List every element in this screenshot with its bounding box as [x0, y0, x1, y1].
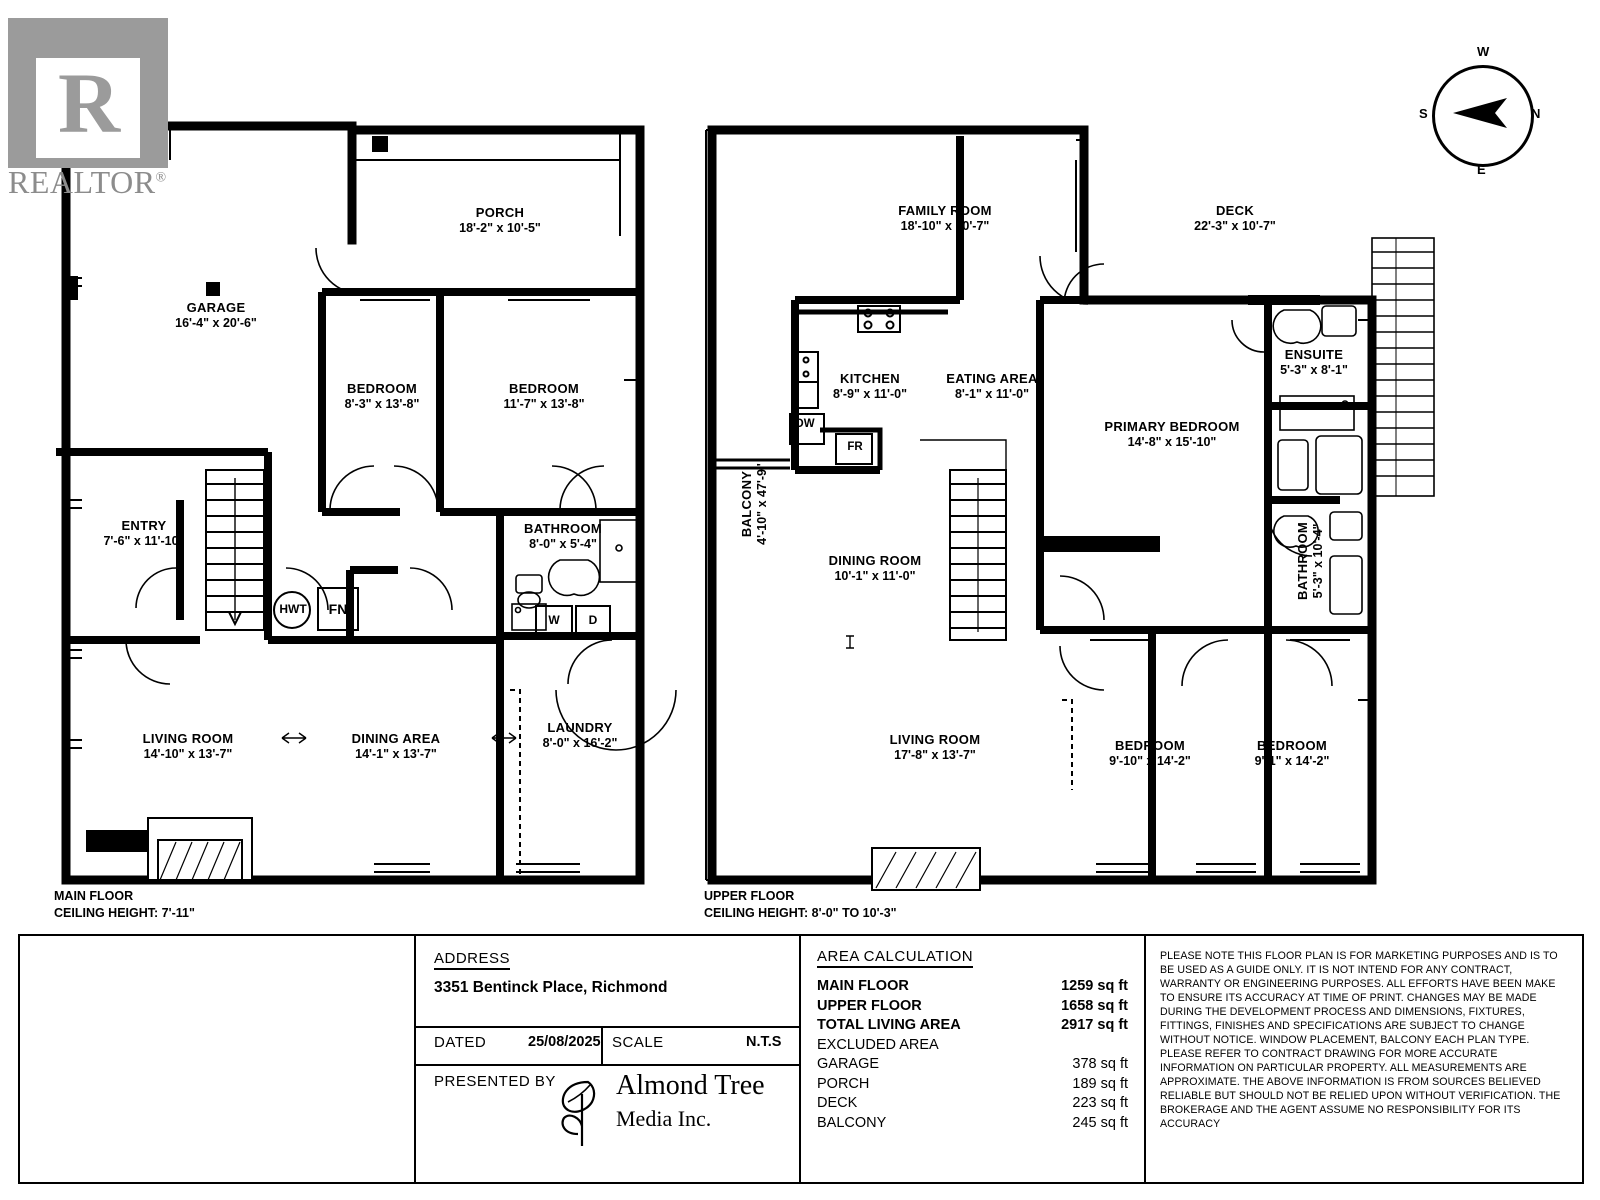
room-label-dining-room: DINING ROOM 10'-1" x 11'-0": [828, 553, 922, 584]
room-label-living-room-main: LIVING ROOM 14'-10" x 13'-7": [142, 731, 234, 762]
brand-name-line1: Almond Tree: [616, 1070, 765, 1101]
excluded-value-deck: 223 sq ft: [1072, 1095, 1128, 1111]
area-calculation-cell: [799, 936, 1144, 1182]
address-value: 3351 Bentinck Place, Richmond: [434, 979, 668, 996]
presented-by-label: PRESENTED BY: [434, 1073, 556, 1090]
room-label-primary-bedroom: PRIMARY BEDROOM 14'-8" x 15'-10": [1104, 419, 1240, 450]
room-label-garage: GARAGE 16'-4" x 20'-6": [175, 300, 257, 331]
address-header: ADDRESS: [434, 950, 510, 970]
address-cell: [414, 936, 799, 1182]
excluded-label-porch: PORCH: [817, 1075, 870, 1092]
disclaimer-text: PLEASE NOTE THIS FLOOR PLAN IS FOR MARKETING PURPOSES AND IS TO BE USED AS A GUIDE ONLY. IT IS NOT INTEND FOR ANY CONTRACT, WARRANTY OR ENGINEERING PURPOSES. ALL EFFORTS HAVE BEEN MAKE TO ENSURE ITS ACCURACY AT TIME OF PRINT. CHANGES MAY BE MADE DURING THE DEVELOPMENT PROCESS AND DIMENSIONS, FIXTURES, FITTINGS, FINISHES AND SPECIFICATIONS ARE SUBJECT TO CHANGE WITHOUT NOTICE. WINDOW PLACEMENT, BALCONY EACH PLAN TYPE. PLEASE REFER TO CONTRACT DRAWING FOR MORE ACCURATE INFORMATION ON PARTICULAR PROPERTY. ALL MEASUREMENTS ARE APPROXIMATE. THE ABOVE INFORMATION IS FROM SOURCES BELIEVED RELIABLE BUT SHOULD NOT BE RELIED UPON WITHOUT VERIFICATION. THE BROKERAGE AND THE AGENT ASSUME NO RESPONSIBILITY FOR ITS ACCURACY: [1160, 950, 1561, 1130]
fixture-fn: FN: [328, 601, 348, 617]
compass-n: N: [1531, 106, 1541, 121]
room-label-dining-area: DINING AREA 14'-1" x 13'-7": [351, 731, 441, 762]
realtor-letter: R: [58, 55, 121, 151]
compass-w: W: [1477, 44, 1490, 59]
excluded-value-porch: 189 sq ft: [1072, 1075, 1128, 1092]
fixture-dishwasher: DW: [795, 418, 815, 430]
room-label-bathroom-upper: BATHROOM 5'-3" x 10'-4": [1295, 521, 1326, 600]
brand-logo: [554, 1068, 794, 1158]
room-label-ensuite: ENSUITE 5'-3" x 8'-1": [1280, 347, 1348, 378]
compass-rose: [1419, 44, 1541, 177]
dated-value: 25/08/2025: [528, 1034, 601, 1050]
area-value-upper-floor: 1658 sq ft: [1061, 997, 1128, 1014]
info-bar: [18, 934, 1584, 1184]
realtor-wordmark: REALTOR®: [8, 164, 167, 200]
room-label-entry: ENTRY 7'-6" x 11'-10": [103, 518, 185, 549]
room-label-family-room: FAMILY ROOM 18'-10" x 10'-7": [898, 203, 992, 234]
room-label-bedroom-1: BEDROOM 8'-3" x 13'-8": [344, 381, 420, 412]
room-label-bedroom-3: BEDROOM 9'-10" x 14'-2": [1109, 738, 1191, 769]
leaf-icon: [554, 1072, 618, 1148]
excluded-area-header: EXCLUDED AREA: [817, 1036, 939, 1053]
upper-floor-caption: UPPER FLOOR CEILING HEIGHT: 8'-0" TO 10'-3": [704, 889, 897, 920]
dated-label: DATED: [434, 1034, 487, 1051]
disclaimer-cell: [1144, 936, 1582, 1182]
fixture-fridge: FR: [847, 441, 863, 453]
excluded-label-deck: DECK: [817, 1095, 858, 1111]
area-label-upper-floor: UPPER FLOOR: [817, 997, 922, 1014]
area-label-main-floor: MAIN FLOOR: [817, 978, 909, 994]
room-label-kitchen: KITCHEN 8'-9" x 11'-0": [832, 371, 908, 402]
excluded-value-garage: 378 sq ft: [1072, 1056, 1128, 1072]
brand-name-line2: Media Inc.: [616, 1106, 712, 1131]
room-label-bedroom-4: BEDROOM 9'-1" x 14'-2": [1254, 738, 1330, 769]
compass-e: E: [1477, 162, 1486, 177]
room-label-balcony: BALCONY 4'-10" x 47'-9": [739, 463, 770, 545]
realtor-watermark: [8, 18, 178, 200]
fixture-hwt: HWT: [279, 602, 307, 616]
excluded-label-balcony: BALCONY: [817, 1114, 887, 1131]
compass-s: S: [1419, 106, 1428, 121]
area-value-total: 2917 sq ft: [1061, 1017, 1128, 1033]
scale-label: SCALE: [612, 1034, 664, 1051]
area-header: AREA CALCULATION: [817, 948, 973, 968]
room-label-laundry: LAUNDRY 8'-0" x 16'-2": [542, 720, 618, 751]
room-label-porch: PORCH 18'-2" x 10'-5": [459, 205, 541, 236]
room-label-bedroom-2: BEDROOM 11'-7" x 13'-8": [503, 381, 585, 412]
fixture-dryer: D: [588, 613, 598, 627]
room-label-eating-area: EATING AREA 8'-1" x 11'-0": [946, 371, 1038, 402]
room-label-bathroom-main: BATHROOM 8'-0" x 5'-4": [524, 521, 602, 552]
excluded-label-garage: GARAGE: [817, 1056, 880, 1072]
fixture-washer: W: [548, 613, 560, 627]
room-label-deck: DECK 22'-3" x 10'-7": [1194, 203, 1276, 234]
area-label-total: TOTAL LIVING AREA: [817, 1017, 961, 1033]
main-floor-caption: MAIN FLOOR CEILING HEIGHT: 7'-11": [54, 889, 195, 920]
excluded-value-balcony: 245 sq ft: [1072, 1114, 1128, 1131]
room-label-living-room-upper: LIVING ROOM 17'-8" x 13'-7": [889, 732, 981, 763]
area-value-main-floor: 1259 sq ft: [1061, 978, 1128, 994]
scale-value: N.T.S: [746, 1034, 782, 1050]
